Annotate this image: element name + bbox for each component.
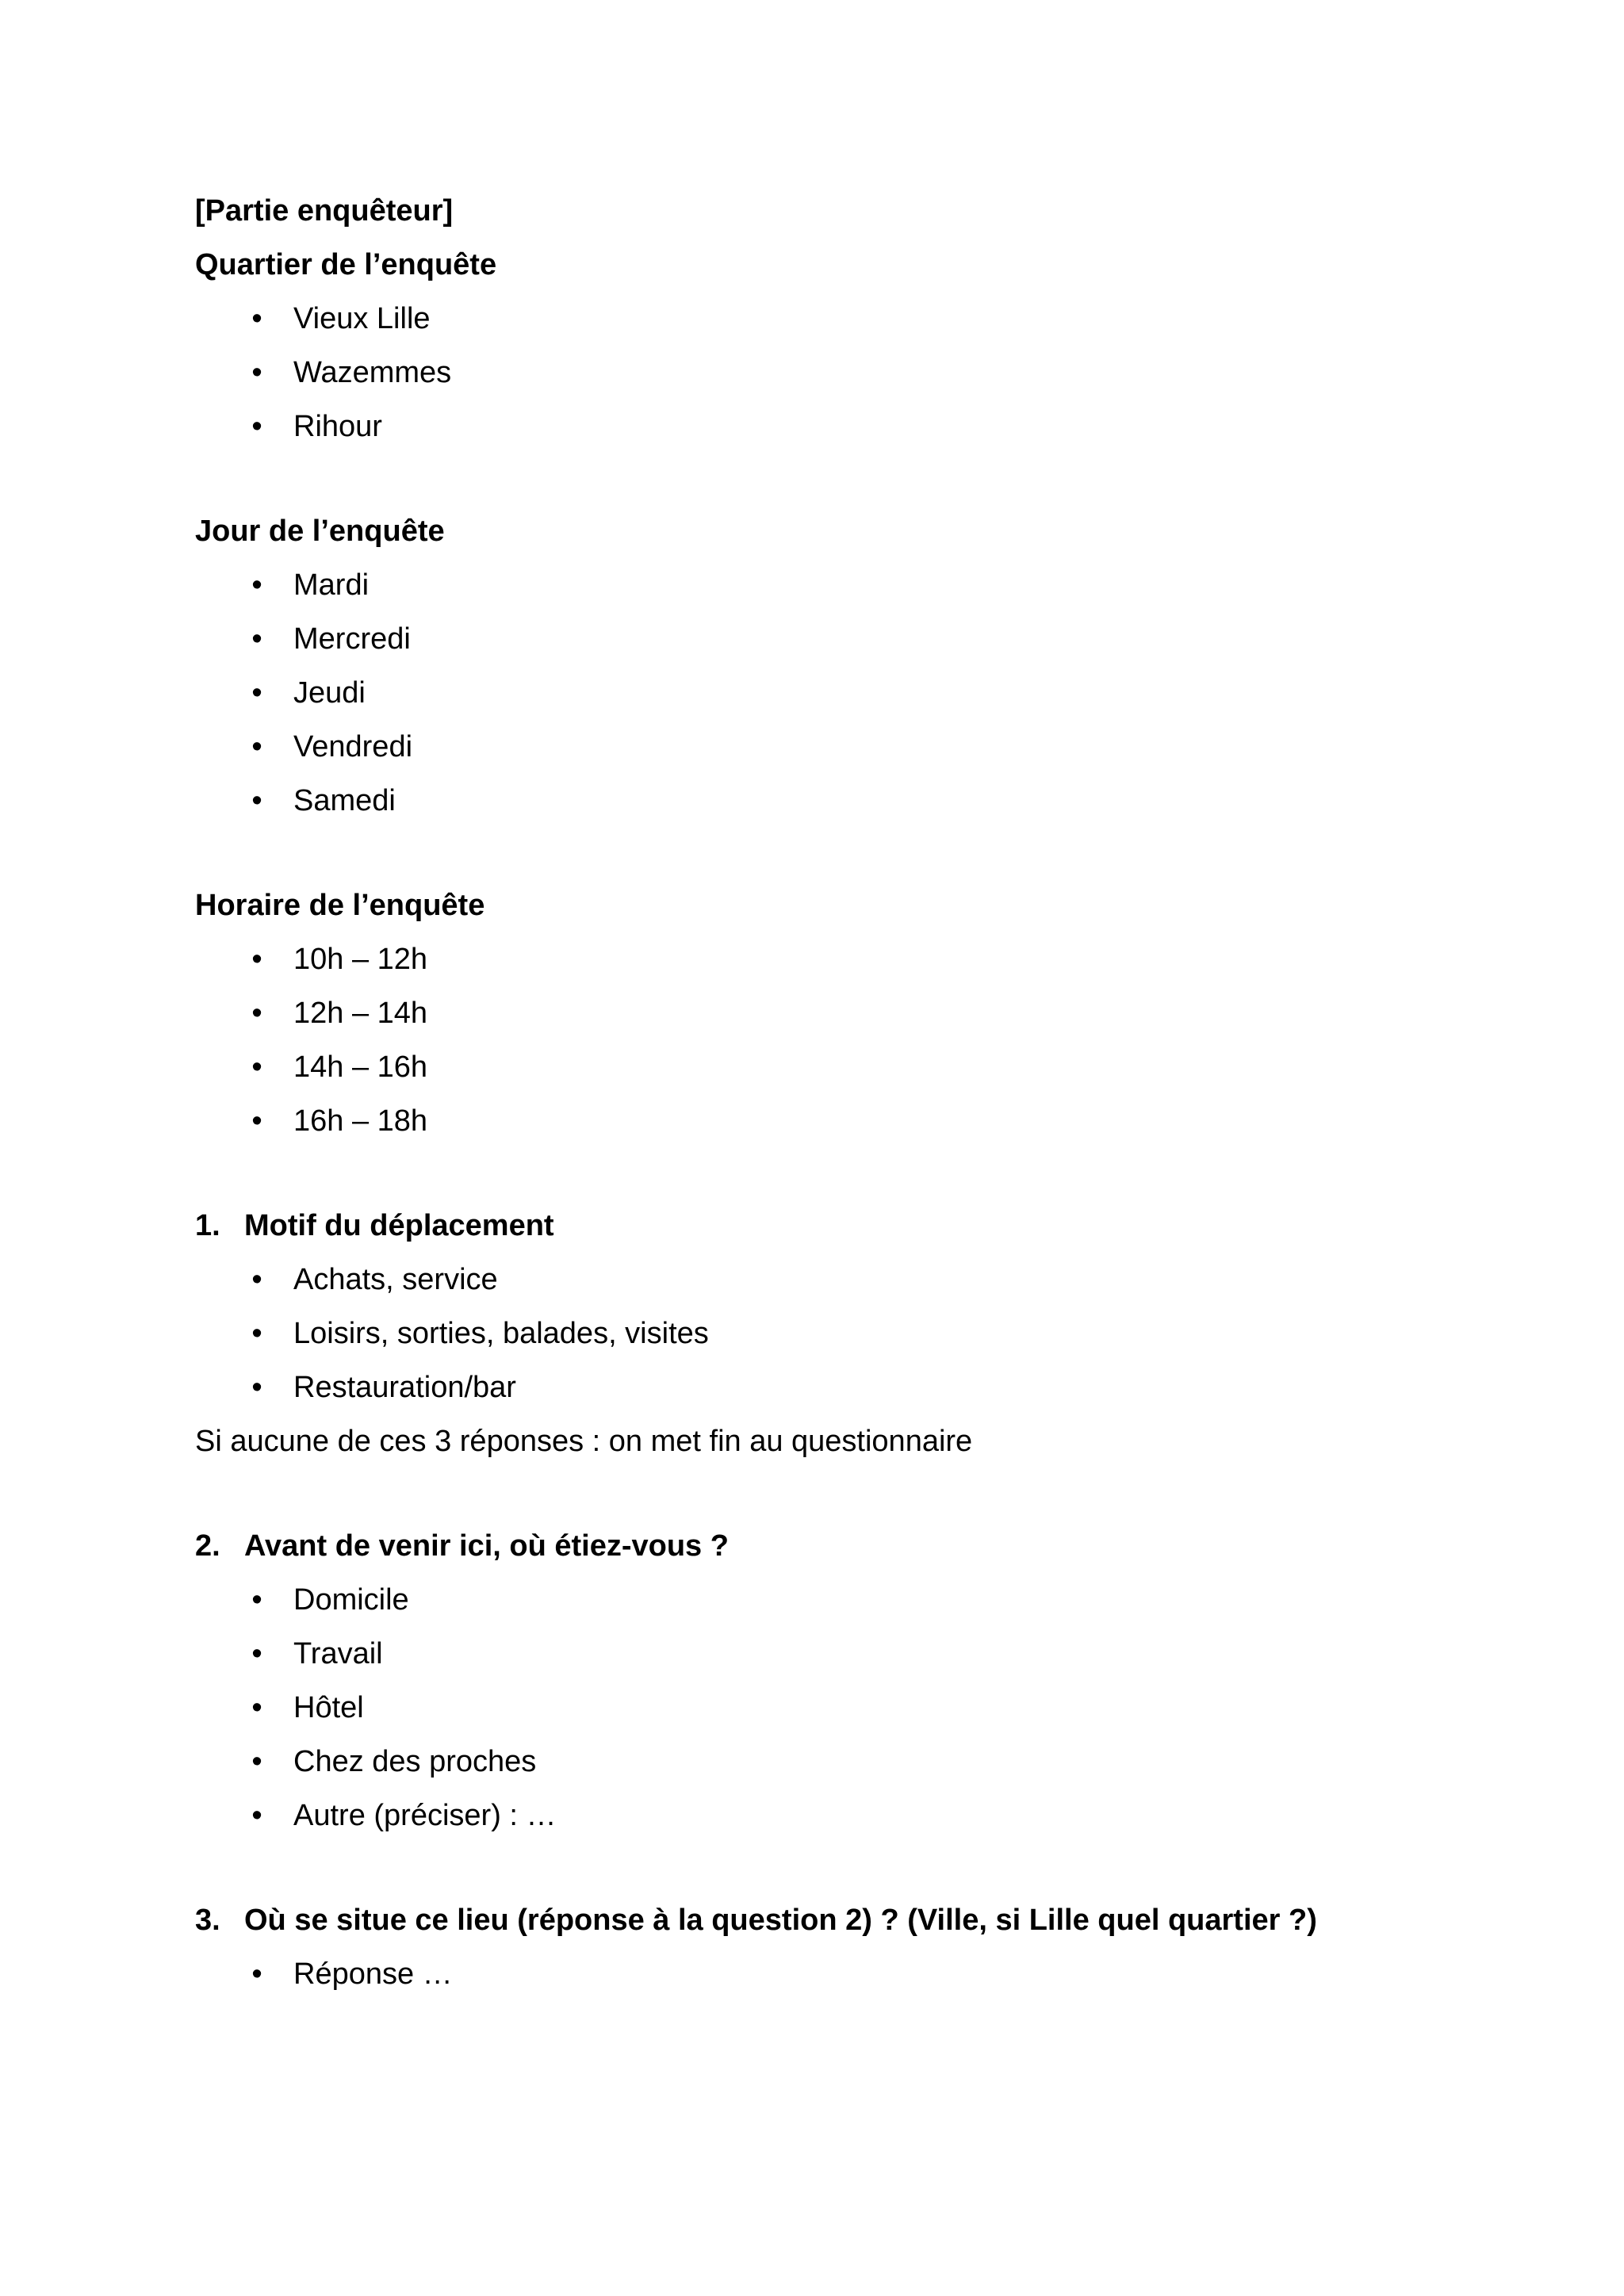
option-label: Hôtel [293, 1691, 364, 1724]
bullet-icon: • [251, 410, 262, 443]
list-item [195, 1253, 1432, 1307]
bullet-icon: • [251, 1583, 262, 1617]
question-number: 1. [195, 1209, 220, 1242]
list-item [195, 1735, 1432, 1789]
option-label: Autre (préciser) : … [293, 1799, 557, 1832]
bullet-icon: • [251, 943, 262, 976]
document-content [195, 184, 1432, 2001]
bullet-icon: • [251, 356, 262, 389]
list-item [195, 1360, 1432, 1414]
day-options-list [195, 558, 1432, 828]
list-item [195, 1573, 1432, 1627]
list-item [195, 774, 1432, 828]
bullet-icon: • [251, 1637, 262, 1670]
question-1-options-list [195, 1253, 1432, 1414]
question-2-options-list [195, 1573, 1432, 1843]
neighborhood-heading: Quartier de l’enquête [195, 248, 497, 281]
bullet-icon: • [251, 568, 262, 602]
question-1-note: Si aucune de ces 3 réponses : on met fin au questionnaire [195, 1425, 973, 1458]
list-item [195, 1947, 1432, 2001]
bullet-icon: • [251, 1957, 262, 1991]
bullet-icon: • [251, 1050, 262, 1084]
option-label: 14h – 16h [293, 1050, 428, 1084]
question-number: 2. [195, 1529, 220, 1563]
bullet-icon: • [251, 1263, 262, 1296]
list-item [195, 1040, 1432, 1094]
option-label: Chez des proches [293, 1745, 537, 1778]
survey-part-heading: [Partie enquêteur] [195, 194, 454, 228]
list-item [195, 400, 1432, 453]
bullet-icon: • [251, 622, 262, 656]
list-item [195, 612, 1432, 666]
schedule-options-list [195, 932, 1432, 1148]
day-heading: Jour de l’enquête [195, 515, 445, 548]
option-label: Travail [293, 1637, 383, 1670]
bullet-icon: • [251, 676, 262, 710]
bullet-icon: • [251, 1745, 262, 1778]
option-label: Mercredi [293, 622, 411, 656]
question-text: Motif du déplacement [244, 1209, 554, 1242]
option-label: Réponse … [293, 1957, 453, 1991]
option-label: Samedi [293, 784, 396, 817]
list-item [195, 1681, 1432, 1735]
question-1-heading [195, 1199, 1432, 1253]
option-label: Rihour [293, 410, 382, 443]
option-label: Loisirs, sorties, balades, visites [293, 1317, 709, 1350]
option-label: Wazemmes [293, 356, 452, 389]
section-spacer [195, 1148, 1432, 1199]
schedule-heading: Horaire de l’enquête [195, 889, 485, 922]
question-number: 3. [195, 1904, 220, 1937]
list-item [195, 1789, 1432, 1843]
option-label: Vendredi [293, 730, 413, 763]
option-label: Vieux Lille [293, 302, 431, 335]
list-item [195, 1627, 1432, 1681]
bullet-icon: • [251, 1691, 262, 1724]
list-item [195, 720, 1432, 774]
list-item [195, 1094, 1432, 1148]
list-item [195, 1307, 1432, 1360]
option-label: 16h – 18h [293, 1104, 428, 1138]
bullet-icon: • [251, 302, 262, 335]
option-label: Domicile [293, 1583, 409, 1617]
section-spacer [195, 1468, 1432, 1519]
section-spacer [195, 453, 1432, 504]
question-2-heading [195, 1519, 1432, 1573]
option-label: Jeudi [293, 676, 366, 710]
bullet-icon: • [251, 997, 262, 1030]
option-label: 10h – 12h [293, 943, 428, 976]
bullet-icon: • [251, 1104, 262, 1138]
bullet-icon: • [251, 1371, 262, 1404]
question-text: Où se situe ce lieu (réponse à la question 2) ? (Ville, si Lille quel quartier ?) [244, 1904, 1317, 1937]
option-label: Achats, service [293, 1263, 498, 1296]
list-item [195, 932, 1432, 986]
bullet-icon: • [251, 1317, 262, 1350]
list-item [195, 986, 1432, 1040]
bullet-icon: • [251, 730, 262, 763]
section-spacer [195, 828, 1432, 878]
bullet-icon: • [251, 1799, 262, 1832]
option-label: Mardi [293, 568, 370, 602]
option-label: Restauration/bar [293, 1371, 516, 1404]
section-spacer [195, 1843, 1432, 1893]
neighborhood-options-list [195, 292, 1432, 453]
question-3-options-list [195, 1947, 1432, 2001]
list-item [195, 558, 1432, 612]
question-text: Avant de venir ici, où étiez-vous ? [244, 1529, 729, 1563]
list-item [195, 666, 1432, 720]
question-3-heading [195, 1893, 1432, 1947]
list-item [195, 346, 1432, 400]
option-label: 12h – 14h [293, 997, 428, 1030]
list-item [195, 292, 1432, 346]
bullet-icon: • [251, 784, 262, 817]
